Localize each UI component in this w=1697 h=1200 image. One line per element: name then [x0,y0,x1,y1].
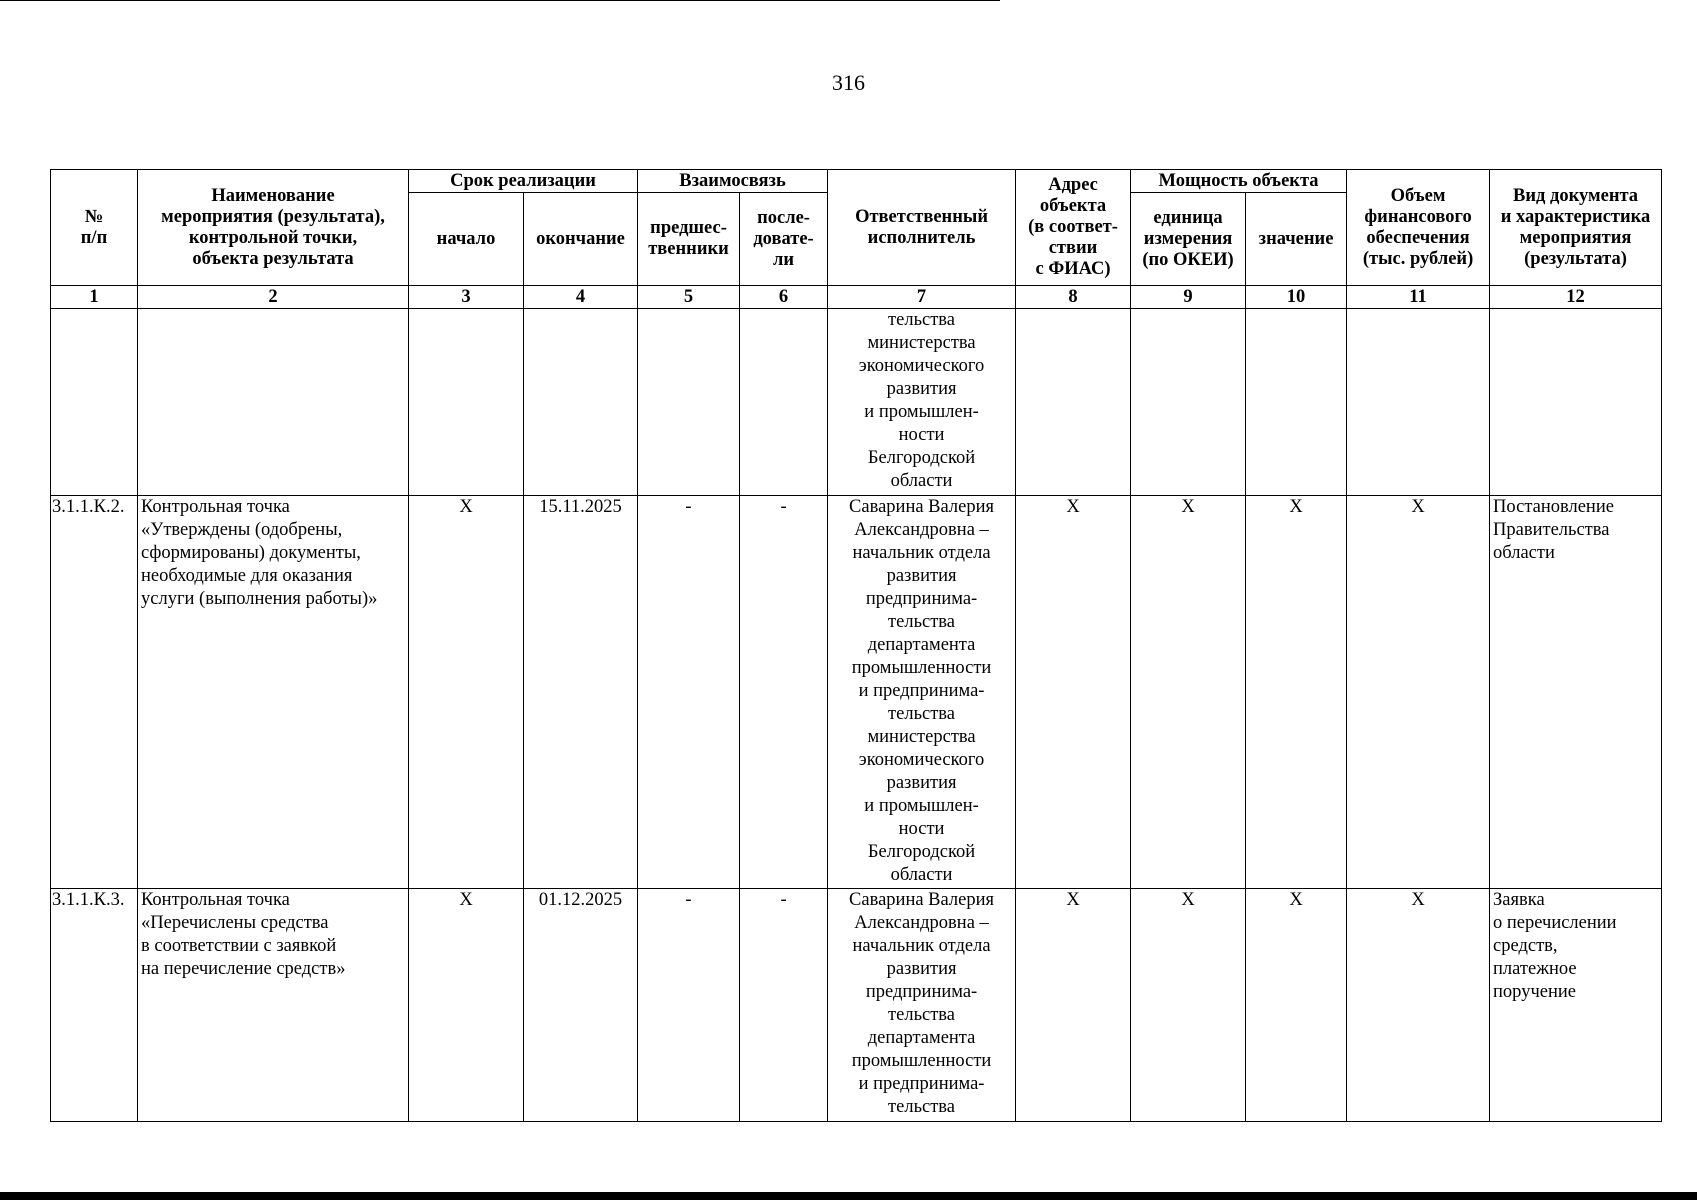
column-number: 11 [1347,286,1490,309]
executor-cell: тельства министерства экономического развития и промышлен- ности Белгородской области [828,309,1016,496]
header-term-start: начало [409,193,524,286]
header-number: № п/п [51,170,138,286]
column-number: 10 [1246,286,1347,309]
address-cell: X [1016,889,1131,1122]
column-number: 2 [138,286,409,309]
header-term: Срок реализации [409,170,638,193]
header-link-next: после- довате- ли [740,193,828,286]
column-number: 7 [828,286,1016,309]
finance-cell: X [1347,889,1490,1122]
header-row-top [51,170,1662,193]
predecessors-cell: - [638,496,740,889]
column-number: 3 [409,286,524,309]
header-term-end: окончание [524,193,638,286]
column-number: 6 [740,286,828,309]
unit-cell: X [1131,889,1246,1122]
column-number-row [51,286,1662,309]
start-date-cell: X [409,496,524,889]
column-number: 5 [638,286,740,309]
finance-cell: X [1347,496,1490,889]
header-address: Адрес объекта (в соответ- ствии с ФИАС) [1016,170,1131,286]
table-row [51,889,1662,1122]
value-cell: X [1246,889,1347,1122]
measures-table [50,169,1662,1122]
value-cell: X [1246,496,1347,889]
top-border-line [0,0,1000,1]
header-document: Вид документа и характеристика мероприятия (результата) [1490,170,1662,286]
column-number: 8 [1016,286,1131,309]
header-link: Взаимосвязь [638,170,828,193]
address-cell: X [1016,496,1131,889]
header-name: Наименование мероприятия (результата), контрольной точки, объекта результата [138,170,409,286]
column-number: 1 [51,286,138,309]
successors-cell: - [740,889,828,1122]
predecessors-cell: - [638,889,740,1122]
row-number-cell: 3.1.1.К.2. [51,496,138,889]
header-link-prev: предшес- твенники [638,193,740,286]
header-capacity-unit: единица измерения (по ОКЕИ) [1131,193,1246,286]
table-row-continuation [51,309,1662,496]
unit-cell: X [1131,496,1246,889]
executor-cell: Саварина Валерия Александровна – начальник отдела развития предпринима- тельства департамента промышленности и предпринима- тельства [828,889,1016,1122]
column-number: 9 [1131,286,1246,309]
header-executor: Ответственный исполнитель [828,170,1016,286]
row-number-cell: 3.1.1.К.3. [51,889,138,1122]
column-number: 4 [524,286,638,309]
end-date-cell: 15.11.2025 [524,496,638,889]
table-row [51,496,1662,889]
end-date-cell: 01.12.2025 [524,889,638,1122]
header-capacity-value: значение [1246,193,1347,286]
document-cell: Заявка о перечислении средств, платежное поручение [1490,889,1662,1122]
successors-cell: - [740,496,828,889]
header-finance: Объем финансового обеспечения (тыс. рублей) [1347,170,1490,286]
measure-name-cell: Контрольная точка «Утверждены (одобрены, сформированы) документы, необходимые для оказания услуги (выполнения работы)» [138,496,409,889]
start-date-cell: X [409,889,524,1122]
page-number: 316 [832,70,865,95]
document-cell: Постановление Правительства области [1490,496,1662,889]
measure-name-cell: Контрольная точка «Перечислены средства в соответствии с заявкой на перечисление средств» [138,889,409,1122]
column-number: 12 [1490,286,1662,309]
executor-cell: Саварина Валерия Александровна – начальник отдела развития предпринима- тельства департамента промышленности и предпринима- тельства министерства экономического развития и промышлен- ности Белгородской области [828,496,1016,889]
header-capacity: Мощность объекта [1131,170,1347,193]
bottom-border-bar [0,1192,1697,1200]
